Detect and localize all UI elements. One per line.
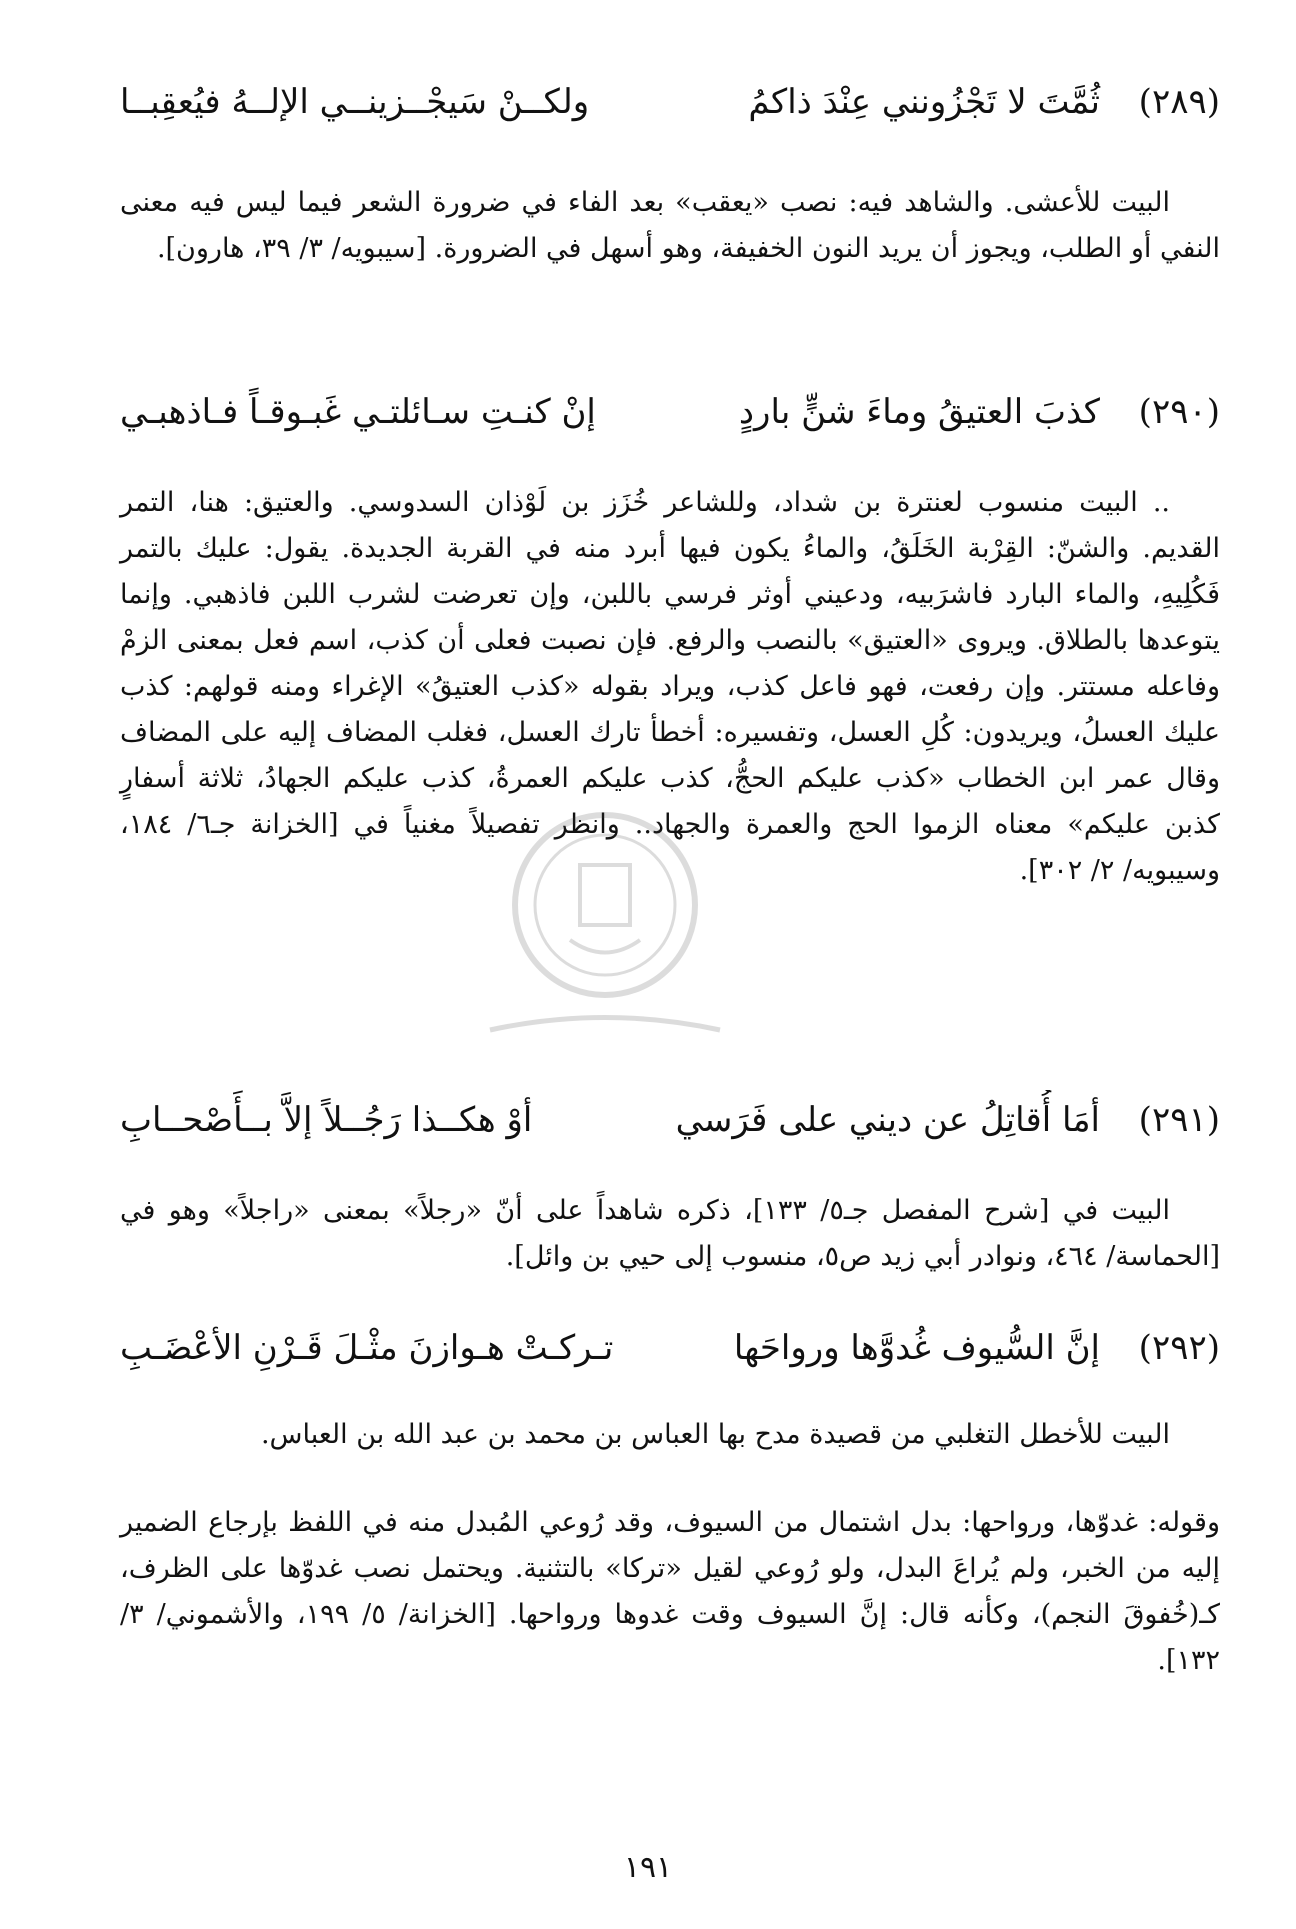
verse-number: (٢٩٠) <box>1138 392 1220 432</box>
commentary-290: .. البيت منسوب لعنترة بن شداد، وللشاعر خُزَز بن لَوْذان السدوسي. والعتيق: هنا، التمر القديم. والشنّ: القِرْبة الخَلَقُ، والماءُ يكون فيها أبرد منه في القربة الجديدة. يقول: عليك بالتمر فَكُلِيهِ، والماء البارد فاشرَبيه، ودعيني أوثر فرسي باللبن، وإن تعرضت لشرب اللبن فاذهبي. وإنما يتوعدها بالطلاق. ويروى «العتيق» بالنصب والرفع. فإن نصبت فعلى أن كذب، اسم فعل بمعنى الزمْ وفاعله مستتر. وإن رفعت، فهو فاعل كذب، ويراد بقوله «كذب العتيقُ» الإغراء ومنه قولهم: كذب عليك العسلُ، ويريدون: كُلِ العسل، وتفسيره: أخطأ تارك العسل، فغلب المضاف إليه على المضاف وقال عمر ابن الخطاب «كذب عليكم الحجُّ، كذب عليكم العمرةُ، كذب عليكم الجهادُ، ثلاثة أسفارٍ كذبن عليكم» معناه الزموا الحج والعمرة والجهاد.. وانظر تفصيلاً مغنياً في [الخزانة جـ٦/ ١٨٤، وسيبويه/ ٢/ ٣٠٢]. <box>120 487 1221 886</box>
verse-first-hemistich: إنَّ السُّيوف غُدوَّها ورواحَها <box>733 1328 1100 1368</box>
commentary-292-attribution: البيت للأخطل التغلبي من قصيدة مدح بها العباس بن محمد بن عبد الله بن العباس. <box>260 1419 1170 1450</box>
verse-292 <box>120 1318 1220 1378</box>
verse-number: (٢٨٩) <box>1138 82 1220 122</box>
verse-291 <box>120 1090 1220 1150</box>
verse-first-hemistich: ثُمَّتَ لا تَجْزُونني عِنْدَ ذاكمُ <box>748 82 1100 122</box>
verse-first-hemistich: كذبَ العتيقُ وماءَ شنٍّ باردٍ <box>738 392 1100 432</box>
page-number: ١٩١ <box>623 1850 673 1885</box>
institute-seal-watermark-icon <box>470 800 740 1060</box>
verse-second-hemistich: ولكــنْ سَيجْــزينــي الإلــهُ فيُعقِبــا <box>120 82 590 122</box>
verse-number: (٢٩٢) <box>1138 1328 1220 1368</box>
commentary-291: البيت في [شرح المفصل جـ٥/ ١٣٣]، ذكره شاهداً على أنّ «رجلاً» بمعنى «راجلاً» وهو في [الحماسة/ ٤٦٤، ونوادر أبي زيد ص٥، منسوب إلى حيي بن وائل]. <box>120 1195 1220 1272</box>
verse-second-hemistich: تـركـتْ هـوازنَ مثْـلَ قَـرْنِ الأعْضَـبِ <box>120 1328 614 1368</box>
commentary-289: البيت للأعشى. والشاهد فيه: نصب «يعقب» بعد الفاء في ضرورة الشعر فيما ليس فيه معنى النفي أو الطلب، ويجوز أن يريد النون الخفيفة، وهو أسهل في الضرورة. [سيبويه/ ٣/ ٣٩، هارون]. <box>120 187 1220 264</box>
verse-number: (٢٩١) <box>1138 1100 1220 1140</box>
verse-second-hemistich: أوْ هكــذا رَجُــلاً إلاَّ بــأَصْحــابِ <box>120 1100 533 1140</box>
verse-289 <box>120 72 1220 132</box>
verse-290 <box>120 382 1220 442</box>
verse-second-hemistich: إنْ كنـتِ سـائلتـي غَبـوقـاً فـاذهبـي <box>120 392 596 432</box>
commentary-292-explanation: وقوله: غدوّها، ورواحها: بدل اشتمال من السيوف، وقد رُوعي المُبدل منه في اللفظ بإرجاع الضمير إليه من الخبر، ولم يُراعَ البدل، ولو رُوعي لقيل «تركا» بالتثنية. ويحتمل نصب غدوّها على الظرف، كـ(خُفوقَ النجم)، وكأنه قال: إنَّ السيوف وقت غدوها ورواحها. [الخزانة/ ٥/ ١٩٩، والأشموني/ ٣/ ١٣٢]. <box>120 1507 1220 1676</box>
verse-first-hemistich: أمَا أُقاتِلُ عن ديني على فَرَسي <box>675 1100 1100 1140</box>
